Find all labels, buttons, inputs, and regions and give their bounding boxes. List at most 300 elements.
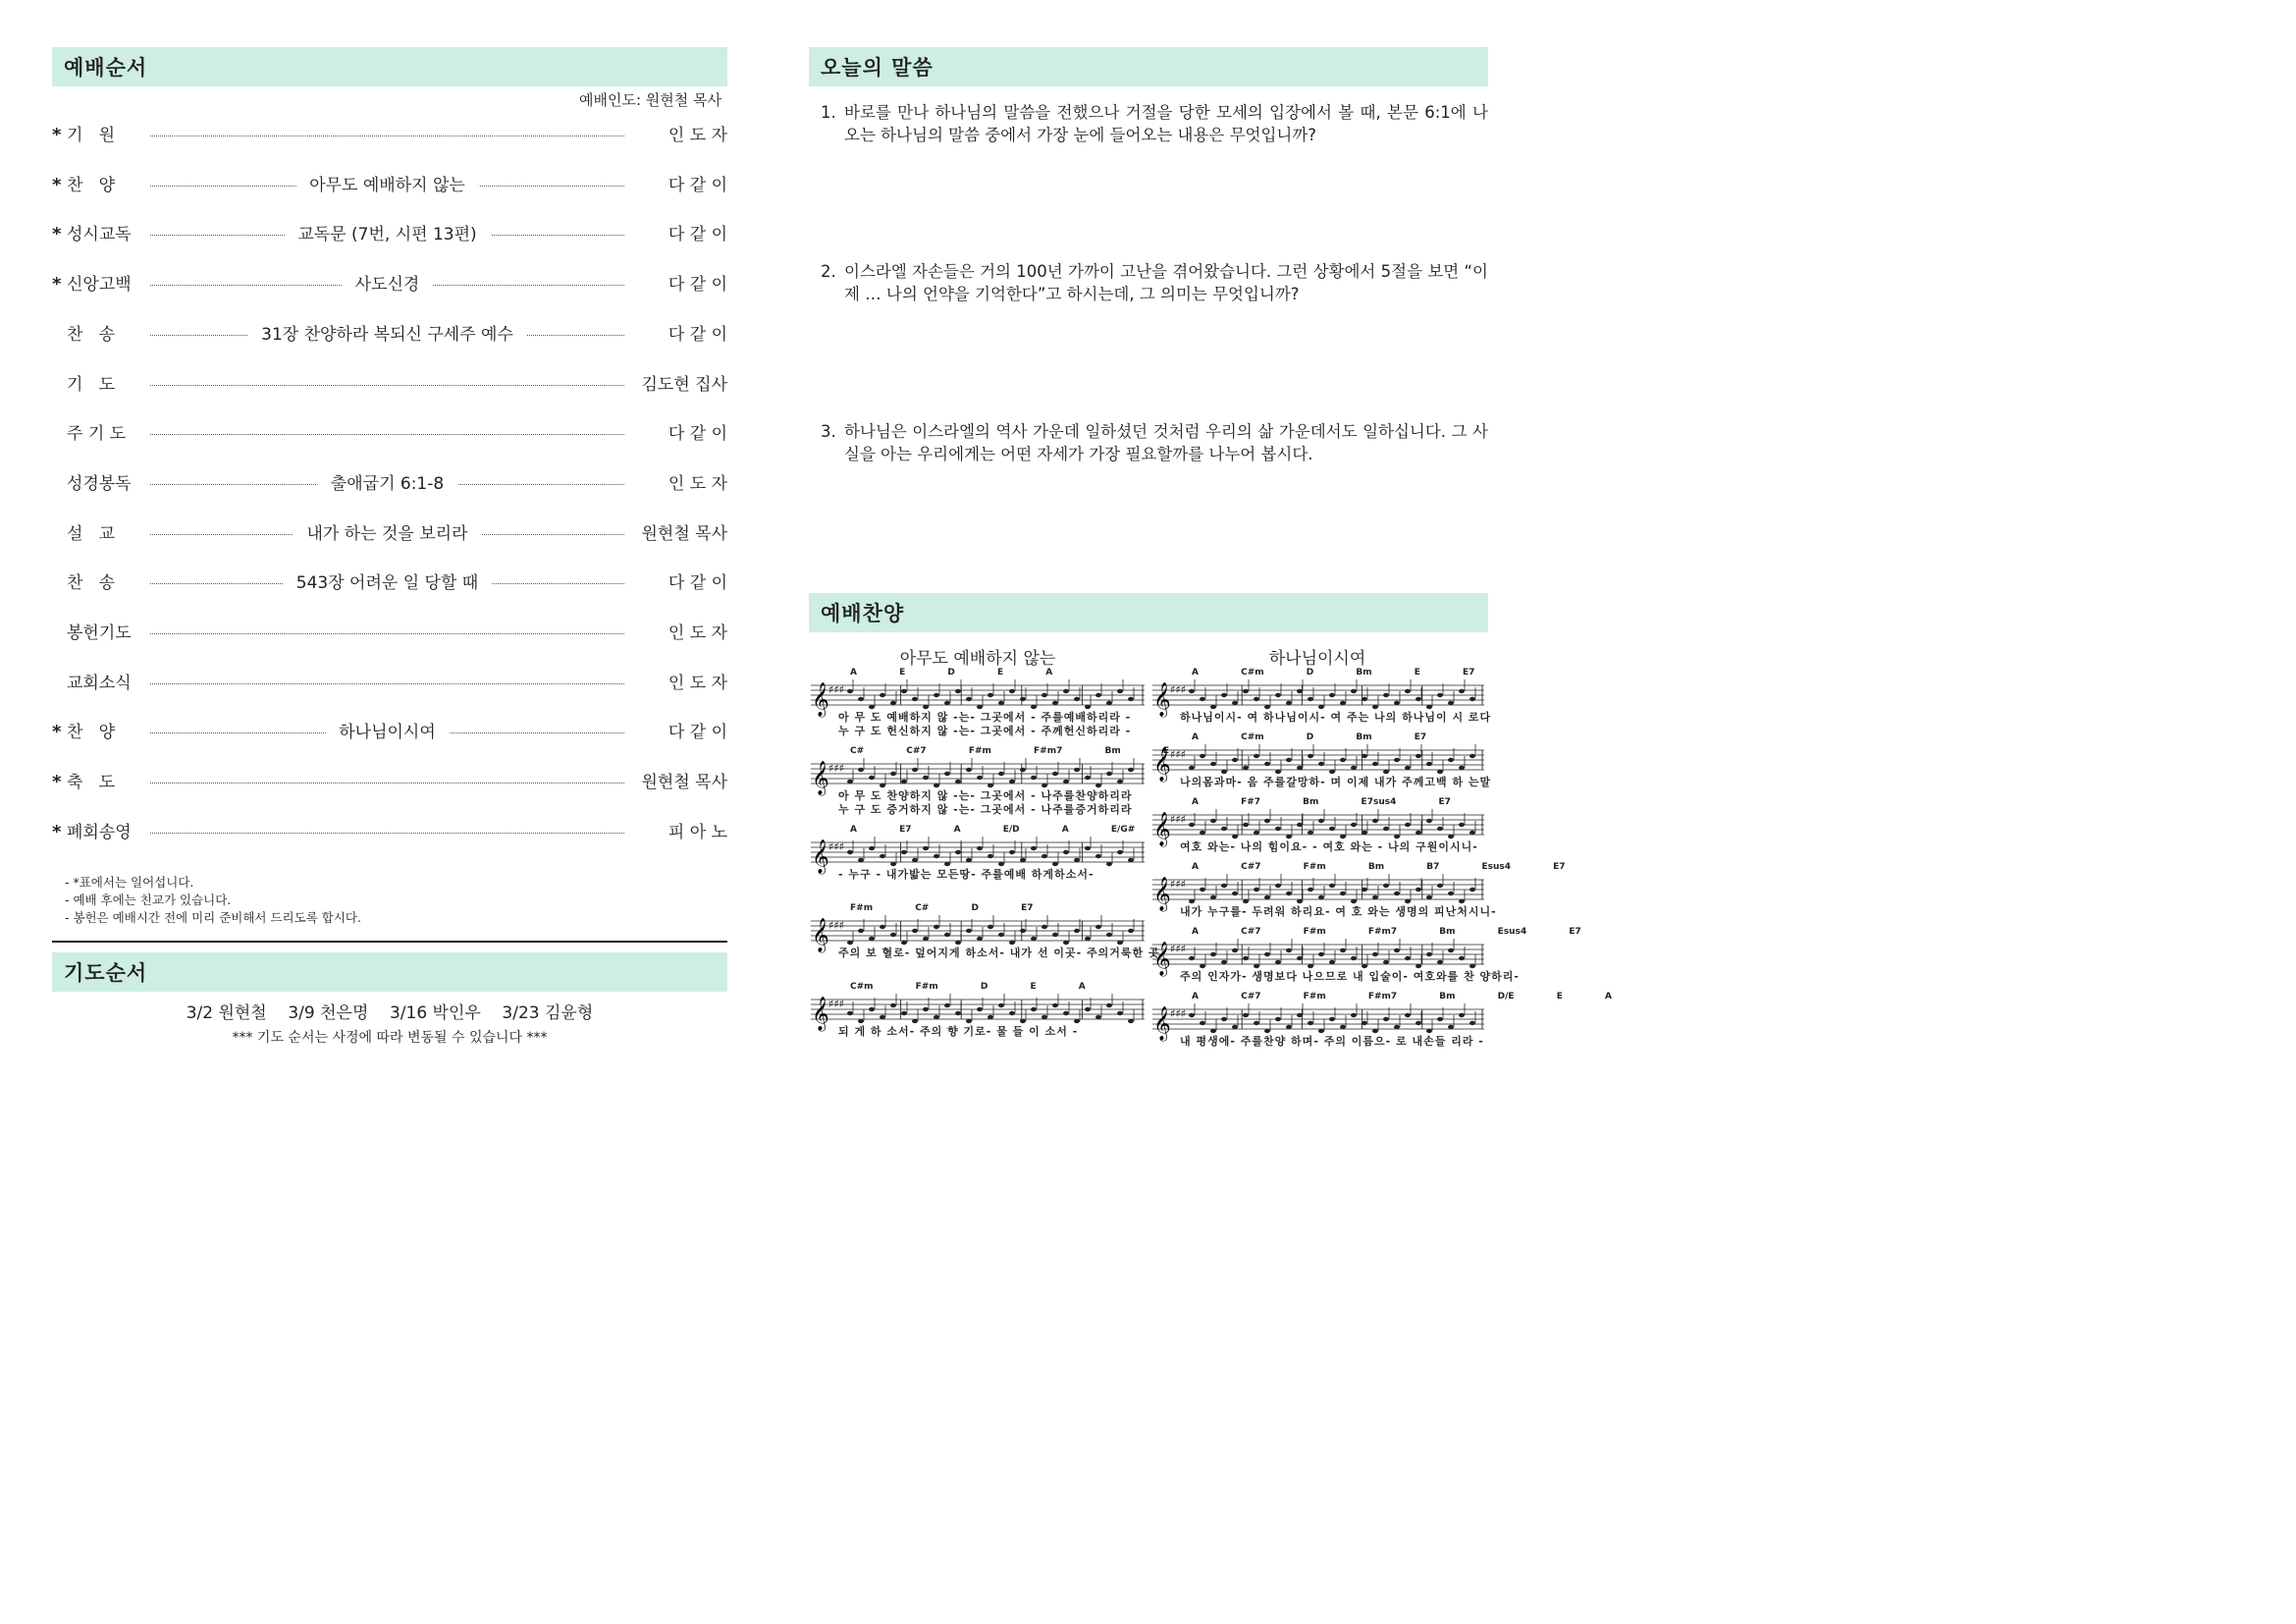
chord-symbols: A E D E A: [850, 668, 1053, 677]
music-system: [811, 746, 1170, 816]
note-head: [1405, 956, 1411, 960]
note-head: [1275, 884, 1281, 888]
order-item-person: 인 도 자: [667, 474, 727, 494]
note-head: [1063, 850, 1069, 854]
note-head: [1459, 1013, 1465, 1017]
note-head: [1117, 780, 1123, 784]
leader-dots: [150, 421, 624, 447]
order-item: [52, 322, 727, 348]
note-head: [923, 1007, 929, 1011]
note-head: [1085, 776, 1091, 780]
order-item-person: 원현철 목사: [641, 524, 727, 544]
word-header: 오늘의 말씀: [809, 47, 1488, 86]
note-head: [890, 933, 896, 937]
question-number: 1.: [821, 103, 836, 122]
note-line: - *표에서는 일어섭니다.: [65, 875, 194, 890]
note-head: [858, 697, 864, 701]
lyric-line: 누 구 도 증거하지 않 -는- 그곳에서 - 나주를증거하리라: [838, 803, 1133, 816]
note-head: [998, 701, 1004, 705]
treble-clef-icon: 𝄞: [1153, 942, 1171, 976]
note-head: [1020, 858, 1026, 862]
note-head: [1052, 701, 1058, 705]
lyric-line: 누 구 도 헌신하지 않 -는- 그곳에서 - 주께헌신하리라 -: [838, 725, 1132, 737]
note-head: [1448, 892, 1454, 895]
order-item-title: 하나님이시여: [325, 720, 450, 745]
note-head: [1362, 1021, 1367, 1025]
note-head: [1095, 854, 1101, 858]
note-head: [1394, 758, 1400, 762]
note-head: [869, 937, 875, 941]
question-text: 이스라엘 자손들은 거의 100년 가까이 고난을 겪어왔습니다. 그런 상황에서 5절을 보면 “이제 … 나의 언약을 기억한다”고 하시는데, 그 의미는 무엇입니까?: [844, 262, 1488, 303]
note-head: [1210, 895, 1216, 899]
order-item-person: 다 같 이: [667, 176, 727, 195]
note-head: [1254, 754, 1259, 758]
note-head: [966, 929, 972, 933]
note-head: [1052, 1003, 1058, 1007]
note-head: [944, 1003, 950, 1007]
note-head: [1243, 1013, 1249, 1017]
prayer-note: *** 기도 순서는 사정에 따라 변동될 수 있습니다 ***: [232, 1030, 548, 1046]
note-head: [1459, 823, 1465, 827]
music-system: [1152, 992, 1612, 1051]
note-head: [912, 929, 918, 933]
music-system: [811, 668, 1145, 737]
note-head: [901, 1011, 907, 1015]
music-system: [1152, 668, 1492, 727]
music-system: [811, 825, 1145, 884]
treble-clef-icon: 𝄞: [1153, 812, 1171, 846]
note-head: [880, 854, 885, 858]
note-head: [1254, 888, 1259, 892]
standing-mark: *: [52, 772, 62, 792]
note-head: [880, 925, 885, 929]
leader-dots: [150, 720, 624, 745]
order-item: [52, 173, 727, 198]
lyric-line: 내가 누구를- 두려워 하리요- 여 호 와는 생명의 피난처시니-: [1180, 905, 1497, 918]
note-head: [1394, 892, 1400, 895]
note-head: [1437, 884, 1443, 888]
note-head: [1426, 952, 1432, 956]
note-head: [912, 697, 918, 701]
note-head: [1117, 1011, 1123, 1015]
prayer-schedule: 3/2 원현철 3/9 천은명 3/16 박인우 3/23 김윤형: [186, 1003, 594, 1023]
note-head: [1254, 1021, 1259, 1025]
note-head: [1243, 823, 1249, 827]
note-head: [1351, 766, 1357, 770]
order-item-label: 교회소식: [67, 674, 132, 693]
note-head: [1426, 819, 1432, 823]
note-head: [858, 768, 864, 772]
chord-symbols: A C#m D Bm E7: [1192, 732, 1427, 742]
order-item-person: 인 도 자: [667, 623, 727, 643]
note-head: [1340, 892, 1346, 895]
chord-symbols: A E7 A E/D A E/G#: [850, 825, 1136, 835]
key-signature: ♯♯♯: [828, 762, 844, 775]
note-head: [1415, 1021, 1421, 1025]
note-head: [1297, 1013, 1303, 1017]
leader-dots: [150, 222, 624, 247]
note-head: [901, 689, 907, 693]
note-head: [1437, 827, 1443, 831]
leader-dots: [150, 173, 624, 198]
note-head: [955, 850, 961, 854]
lyric-line: 나의몸과마- 음 주를갈망하- 며 이제 내가 주께고백 하 는말: [1180, 776, 1492, 788]
order-item: [52, 272, 727, 298]
order-item-person: 원현철 목사: [641, 773, 727, 792]
leader-dots: [150, 521, 624, 547]
key-signature: ♯♯♯: [1170, 748, 1186, 761]
music-system: [1152, 797, 1484, 856]
note-head: [1383, 693, 1389, 697]
prayer-order-header: 기도순서: [52, 952, 727, 992]
question-number: 2.: [821, 262, 836, 281]
treble-clef-icon: 𝄞: [812, 682, 829, 717]
note-head: [1362, 697, 1367, 701]
order-item: [52, 123, 727, 148]
standing-mark: *: [52, 274, 62, 295]
note-head: [1095, 693, 1101, 697]
note-head: [1448, 701, 1454, 705]
order-item-title: 사도신경: [342, 272, 434, 298]
order-item-label: 봉헌기도: [67, 623, 132, 643]
note-head: [869, 846, 875, 850]
note-head: [988, 1015, 993, 1019]
note-head: [1329, 1017, 1335, 1021]
order-item-person: 피 아 노: [667, 823, 727, 842]
note-head: [1469, 831, 1475, 835]
order-item-person: 다 같 이: [667, 424, 727, 444]
song2-title: 하나님이시여: [1268, 649, 1366, 669]
order-item-label: 성경봉독: [67, 474, 132, 494]
note-head: [847, 850, 853, 854]
note-head: [1286, 892, 1292, 895]
note-head: [1221, 693, 1227, 697]
note-head: [912, 858, 918, 862]
note-head: [1200, 754, 1205, 758]
note-head: [1128, 858, 1134, 862]
order-item-label: 폐회송영: [67, 823, 132, 842]
note-head: [1383, 1017, 1389, 1021]
lyric-line: 주의 인자가- 생명보다 나으므로 내 입술이- 여호와를 찬 양하리-: [1180, 970, 1520, 983]
note-head: [1275, 1017, 1281, 1021]
order-item-label: 설 교: [67, 524, 116, 544]
note-head: [1383, 827, 1389, 831]
note-head: [1329, 960, 1335, 964]
music-system: [1152, 732, 1492, 791]
note-head: [1232, 758, 1238, 762]
note-head: [1020, 768, 1026, 772]
note-head: [880, 1015, 885, 1019]
leader-dots: [150, 621, 624, 646]
note-head: [1275, 960, 1281, 964]
note-head: [934, 854, 939, 858]
note-head: [998, 1003, 1004, 1007]
note-head: [1426, 895, 1432, 899]
note-head: [1318, 762, 1324, 766]
order-item-person: 다 같 이: [667, 225, 727, 244]
note-head: [934, 693, 939, 697]
note-head: [1009, 850, 1015, 854]
note-head: [1297, 766, 1303, 770]
order-item-title: 31장 찬양하라 복되신 구세주 예수: [247, 322, 527, 348]
note-line: - 봉헌은 예배시간 전에 미리 준비해서 드리도록 합시다.: [65, 910, 361, 925]
note-head: [1041, 1015, 1047, 1019]
note-head: [1308, 697, 1313, 701]
note-head: [977, 776, 983, 780]
note-head: [1394, 701, 1400, 705]
order-item-label: 주 기 도: [67, 424, 127, 444]
order-item-person: 다 같 이: [667, 275, 727, 295]
note-head: [1329, 693, 1335, 697]
note-head: [1318, 952, 1324, 956]
note-head: [1329, 827, 1335, 831]
note-head: [890, 1003, 896, 1007]
note-head: [858, 929, 864, 933]
order-item-label: 기 도: [67, 375, 116, 395]
note-head: [1106, 933, 1112, 937]
note-head: [1351, 689, 1357, 693]
note-head: [1232, 701, 1238, 705]
lyric-line: 내 평생에- 주를찬양 하며- 주의 이름으- 로 내손들 리라 -: [1180, 1035, 1484, 1048]
note-head: [1437, 693, 1443, 697]
order-item: [52, 770, 727, 795]
order-item: [52, 820, 727, 845]
order-item-title: 교독문 (7번, 시편 13편): [284, 222, 490, 247]
key-signature: ♯♯♯: [1170, 813, 1186, 826]
note-head: [1362, 888, 1367, 892]
treble-clef-icon: 𝄞: [812, 997, 829, 1031]
note-head: [1041, 693, 1047, 697]
note-head: [1128, 929, 1134, 933]
note-head: [934, 1015, 939, 1019]
question-text: 바로를 만나 하나님의 말씀을 전했으나 거절을 당한 모세의 입장에서 볼 때, 본문 6:1에 나오는 하나님의 말씀 중에서 가장 눈에 들어오는 내용은 무엇입니까?: [844, 103, 1488, 144]
order-item-person: 인 도 자: [667, 126, 727, 145]
order-item: [52, 421, 727, 447]
music-system: [811, 982, 1145, 1041]
note-head: [1372, 762, 1378, 766]
key-signature: ♯♯♯: [1170, 878, 1186, 891]
note-head: [1095, 925, 1101, 929]
note-head: [1383, 884, 1389, 888]
note-head: [890, 701, 896, 705]
key-signature: ♯♯♯: [828, 919, 844, 932]
note-head: [1318, 895, 1324, 899]
note-head: [912, 768, 918, 772]
note-head: [966, 697, 972, 701]
note-head: [1351, 1013, 1357, 1017]
note-head: [944, 772, 950, 776]
note-head: [1459, 689, 1465, 693]
note-head: [998, 772, 1004, 776]
note-head: [1286, 1025, 1292, 1029]
order-item: [52, 222, 727, 247]
lyric-line: 주의 보 혈로- 덮어지게 하소서- 내가 선 이곳- 주의거룩한 곳: [838, 947, 1160, 959]
note-head: [1415, 831, 1421, 835]
note-head: [1415, 697, 1421, 701]
note-head: [880, 693, 885, 697]
question-2: [821, 260, 1488, 305]
treble-clef-icon: 𝄞: [812, 918, 829, 952]
note-head: [1405, 1013, 1411, 1017]
note-head: [1020, 929, 1026, 933]
note-head: [1254, 831, 1259, 835]
note-head: [1308, 1021, 1313, 1025]
note-head: [1200, 697, 1205, 701]
standing-mark: *: [52, 175, 62, 195]
note-head: [1074, 697, 1080, 701]
note-head: [1106, 1003, 1112, 1007]
worship-order-header: 예배순서: [52, 47, 727, 86]
note-head: [1394, 1025, 1400, 1029]
note-head: [1210, 762, 1216, 766]
note-head: [1286, 758, 1292, 762]
note-head: [1308, 888, 1313, 892]
lyric-line: 여호 와는- 나의 힘이요- - 여호 와는 - 나의 구원이시니-: [1180, 840, 1478, 853]
order-item: [52, 720, 727, 745]
note-head: [1106, 772, 1112, 776]
key-signature: ♯♯♯: [828, 840, 844, 853]
chord-symbols: A C#7 F#m F#m7 Bm Esus4 E7: [1192, 927, 1581, 937]
note-head: [988, 925, 993, 929]
note-head: [1074, 768, 1080, 772]
note-head: [1243, 689, 1249, 693]
leader-dots: [150, 471, 624, 497]
note-head: [1063, 780, 1069, 784]
note-head: [1085, 846, 1091, 850]
worship-leader: 예배인도: 원현철 목사: [578, 91, 721, 109]
note-head: [1052, 772, 1058, 776]
chord-symbols: C#m F#m D E A: [850, 982, 1086, 992]
note-head: [923, 846, 929, 850]
note-head: [977, 937, 983, 941]
note-head: [1189, 956, 1195, 960]
music-system: [1152, 927, 1581, 986]
note-head: [1189, 766, 1195, 770]
note-head: [1372, 952, 1378, 956]
order-item-label: 축 도: [67, 773, 116, 792]
note-head: [1074, 858, 1080, 862]
note-head: [1340, 758, 1346, 762]
note-head: [890, 772, 896, 776]
note-head: [1128, 697, 1134, 701]
order-item-label: 찬 송: [67, 573, 116, 593]
note-head: [1264, 762, 1270, 766]
order-item-label: 찬 송: [67, 325, 116, 345]
note-head: [1063, 1011, 1069, 1015]
order-item: [52, 570, 727, 596]
note-head: [1286, 701, 1292, 705]
note-head: [1009, 780, 1015, 784]
note-head: [1459, 766, 1465, 770]
note-head: [847, 1011, 853, 1015]
order-item-person: 다 같 이: [667, 573, 727, 593]
note-head: [1372, 895, 1378, 899]
note-head: [1469, 754, 1475, 758]
note-head: [977, 1007, 983, 1011]
note-head: [1254, 697, 1259, 701]
question-1: [821, 101, 1488, 146]
note-head: [1405, 766, 1411, 770]
note-head: [1448, 758, 1454, 762]
note-head: [1200, 1021, 1205, 1025]
note-head: [1117, 850, 1123, 854]
order-item-person: 다 같 이: [667, 325, 727, 345]
treble-clef-icon: 𝄞: [812, 761, 829, 795]
note-head: [1426, 762, 1432, 766]
note-head: [1189, 823, 1195, 827]
note-head: [1200, 831, 1205, 835]
note-head: [1243, 766, 1249, 770]
treble-clef-icon: 𝄞: [812, 839, 829, 874]
note-head: [847, 780, 853, 784]
order-item-person: 인 도 자: [667, 674, 727, 693]
lyric-line: - 누구 - 내가밟는 모든땅- 주를예배 하게하소서-: [838, 868, 1095, 881]
music-system: [1152, 862, 1566, 921]
note-head: [1469, 888, 1475, 892]
note-head: [1221, 960, 1227, 964]
note-head: [1052, 933, 1058, 937]
note-head: [1405, 689, 1411, 693]
note-head: [1275, 827, 1281, 831]
question-text: 하나님은 이스라엘의 역사 가운데 일하셨던 것처럼 우리의 삶 가운데서도 일하십니다. 그 사실을 아는 우리에게는 어떤 자세가 가장 필요할까를 나누어 봅시다.: [844, 422, 1488, 463]
note-head: [1469, 697, 1475, 701]
note-head: [1351, 823, 1357, 827]
note-head: [1415, 754, 1421, 758]
note-head: [944, 933, 950, 937]
note-head: [966, 768, 972, 772]
note-head: [1448, 948, 1454, 952]
key-signature: ♯♯♯: [828, 998, 844, 1010]
leader-dots: [150, 820, 624, 845]
note-head: [1362, 754, 1367, 758]
note-head: [1063, 689, 1069, 693]
note-head: [1128, 768, 1134, 772]
standing-mark: *: [52, 822, 62, 842]
note-head: [869, 1007, 875, 1011]
note-head: [1372, 819, 1378, 823]
note-head: [1041, 925, 1047, 929]
note-head: [1031, 1007, 1037, 1011]
note-head: [1264, 895, 1270, 899]
note-head: [1437, 960, 1443, 964]
note-head: [1329, 884, 1335, 888]
key-signature: ♯♯♯: [1170, 1007, 1186, 1020]
note-head: [901, 850, 907, 854]
standing-mark: *: [52, 224, 62, 244]
note-head: [1362, 831, 1367, 835]
note-head: [1415, 888, 1421, 892]
music-system: [811, 903, 1160, 962]
note-head: [1085, 937, 1091, 941]
note-head: [1297, 823, 1303, 827]
note-head: [1232, 948, 1238, 952]
order-item-label: 성시교독: [67, 225, 132, 244]
note-head: [1264, 819, 1270, 823]
note-head: [1117, 689, 1123, 693]
lyric-line: 아 무 도 찬양하지 않 -는- 그곳에서 - 나주를찬양하리라: [838, 789, 1133, 802]
chord-symbols: A C#7 F#m Bm B7 Esus4 E7: [1192, 862, 1566, 872]
note-head: [1106, 701, 1112, 705]
note-head: [1394, 948, 1400, 952]
treble-clef-icon: 𝄞: [1153, 682, 1171, 717]
note-head: [1221, 827, 1227, 831]
note-head: [1448, 1025, 1454, 1029]
song1-title: 아무도 예배하지 않는: [899, 649, 1056, 669]
note-head: [1469, 1021, 1475, 1025]
order-item: [52, 471, 727, 497]
order-item-title: 543장 어려운 일 당할 때: [283, 570, 492, 596]
lyric-line: 되 게 하 소서- 주의 향 기로- 물 들 이 소서 -: [838, 1025, 1079, 1038]
